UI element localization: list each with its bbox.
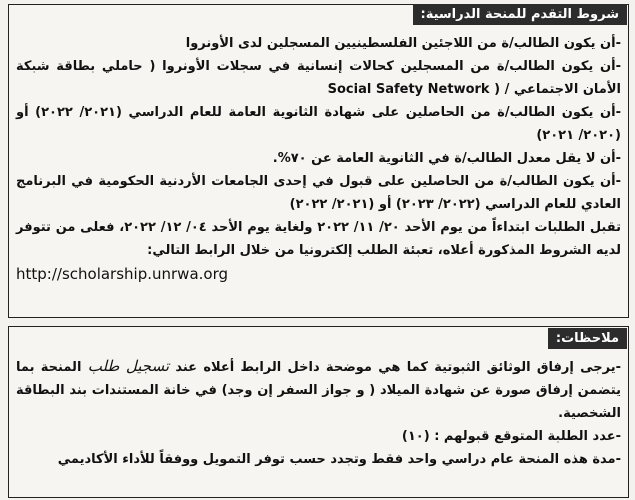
note-item: -عدد الطلبة المتوقع قبولهم : (١٠) — [401, 429, 621, 444]
condition-item-text: -أن يكون الطالب/ة من المسجلين كحالات إنسانية في سجلات الأونروا ( حاملي بطاقة شبكة الأمان الاجتماعي / — [16, 59, 621, 97]
condition-item — [16, 55, 621, 101]
conditions-text — [16, 32, 621, 286]
condition-item: -أن يكون الطالب/ة من الحاصلين على شهادة الثانوية العامة للعام الدراسي (٢٠٢١/ ٢٠٢٢) أو (٢٠٢٠/ ٢٠٢١) — [16, 105, 621, 143]
note-item: -مدة هذه المنحة عام دراسي واحد فقط وتجدد حسب توفر التمويل ووفقاً للأداء الأكاديمي — [57, 452, 621, 467]
conditions-title: شروط التقدم للمنحة الدراسية: — [413, 4, 628, 25]
application-period-text: تقبل الطلبات ابتداءاً من يوم الأحد ٢٠/ ١١/ ٢٠٢٢ ولغاية يوم الأحد ٠٤/ ١٢/ ٢٠٢٢، فعلى من تتوفر لديه الشروط المذكورة أعلاه، تعبئة الطلب إلكترونيا من خلال الرابط التالي: — [16, 220, 621, 258]
social-safety-network-label: Social Safety Network ) — [327, 82, 501, 97]
condition-item: -أن يكون الطالب/ة من الحاصلين على قبول في إحدى الجامعات الأردنية الحكومية في البرنامج العادي للعام الدراسي (٢٠٢٢/ ٢٠٢٣) أو (٢٠٢١/ ٢٠٢٢) — [16, 174, 621, 212]
notes-title: ملاحظات: — [548, 328, 627, 349]
condition-item: -أن يكون الطالب/ة من اللاجئين الفلسطينيين المسجلين لدى الأونروا — [185, 36, 621, 51]
note-item — [16, 355, 621, 425]
scholarship-link[interactable]: http://scholarship.unrwa.org — [16, 265, 229, 283]
handwritten-annotation: تسجيل طلب — [87, 357, 170, 375]
note-text: -يرجى إرفاق الوثائق الثبوتية كما هي موضحة داخل الرابط أعلاه عند — [175, 360, 621, 375]
note-text: المنحة بما يتضمن إرفاق صورة عن شهادة الميلاد ( و جواز السفر إن وجد) في خانة المستندات بند البطاقة الشخصية. — [16, 360, 621, 421]
notes-text — [16, 355, 621, 471]
condition-item: -أن لا يقل معدل الطالب/ة في الثانوية العامة عن ٧٠%. — [272, 151, 621, 166]
